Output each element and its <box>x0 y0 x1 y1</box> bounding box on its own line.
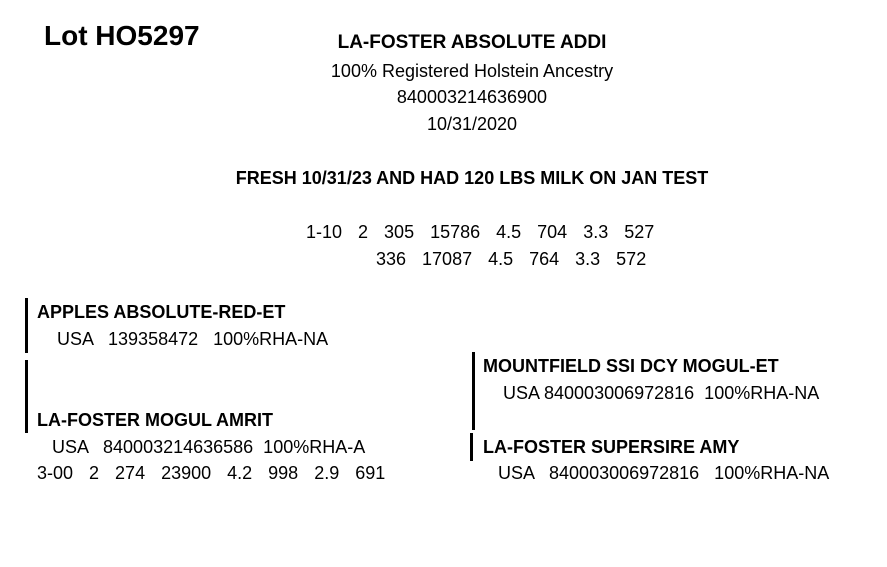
ancestry-line: 100% Registered Holstein Ancestry <box>330 61 614 81</box>
maternal-granddam-name: LA-FOSTER SUPERSIRE AMY <box>483 437 740 457</box>
dam-record: 3-00 2 274 23900 4.2 998 2.9 691 <box>37 463 386 483</box>
production-record-2: 336 17087 4.5 764 3.3 572 <box>376 249 647 269</box>
lot-number: Lot HO5297 <box>44 20 200 51</box>
production-record-1: 1-10 2 305 15786 4.5 704 3.3 527 <box>306 222 655 242</box>
granddam-bracket <box>470 433 473 461</box>
sire-bracket <box>25 298 28 353</box>
sire-info: USA 139358472 100%RHA-NA <box>57 329 329 349</box>
maternal-granddam-info: USA 840003006972816 100%RHA-NA <box>498 463 830 483</box>
animal-id: 840003214636900 <box>396 87 548 107</box>
dam-bracket <box>25 360 28 433</box>
dam-name: LA-FOSTER MOGUL AMRIT <box>37 410 273 430</box>
dam-info: USA 840003214636586 100%RHA-A <box>52 437 366 457</box>
grandsire-bracket <box>472 352 475 430</box>
maternal-grandsire-info: USA 840003006972816 100%RHA-NA <box>503 383 820 403</box>
birth-date: 10/31/2020 <box>426 114 518 134</box>
sire-name: APPLES ABSOLUTE-RED-ET <box>37 302 286 322</box>
fresh-headline: FRESH 10/31/23 AND HAD 120 LBS MILK ON JAN TEST <box>235 168 709 188</box>
maternal-grandsire-name: MOUNTFIELD SSI DCY MOGUL-ET <box>483 356 779 376</box>
animal-name: LA-FOSTER ABSOLUTE ADDI <box>337 32 607 53</box>
